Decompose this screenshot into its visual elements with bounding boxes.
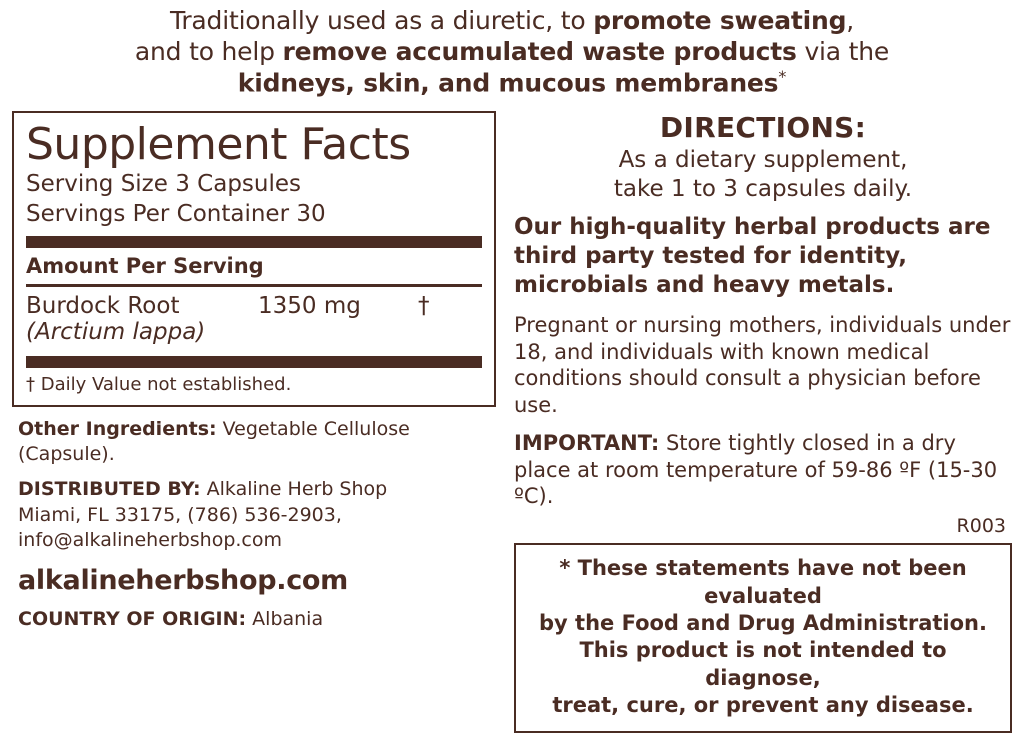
nutrient-name: Burdock Root bbox=[26, 292, 180, 319]
claim-line-2-emphasis: remove accumulated waste products bbox=[282, 36, 797, 66]
left-column bbox=[12, 111, 496, 642]
supplement-facts-title: Supplement Facts bbox=[26, 118, 411, 170]
nutrient-amount: 1350 mg bbox=[258, 292, 361, 319]
directions-line-1: As a dietary supplement, bbox=[618, 146, 908, 173]
fda-disclaimer-line-2: by the Food and Drug Administration. bbox=[539, 611, 987, 635]
country-of-origin-label: COUNTRY OF ORIGIN: bbox=[18, 607, 247, 630]
address-line-1: Miami, FL 33175, (786) 536-2903, bbox=[18, 503, 342, 526]
storage-statement bbox=[514, 430, 1012, 509]
claim-line-1-prefix: Traditionally used as a diuretic, to bbox=[169, 6, 594, 35]
nutrient-daily-value: † bbox=[418, 292, 430, 319]
claim-line-1-emphasis: promote sweating bbox=[593, 6, 847, 35]
fda-disclaimer-line-3: This product is not intended to diagnose, bbox=[579, 638, 947, 690]
other-ingredients-value: Vegetable Cellulose (Capsule). bbox=[18, 417, 410, 465]
servings-per-container: Servings Per Container 30 bbox=[26, 200, 326, 227]
important-value: Store tightly closed in a dry place at room temperature of 59-86 ºF (15-30 ºC). bbox=[514, 431, 998, 508]
claim-line-2-prefix: and to help bbox=[134, 36, 283, 66]
important-label: IMPORTANT: bbox=[514, 431, 660, 456]
email-address[interactable]: info@alkalineherbshop.com bbox=[18, 528, 283, 551]
right-column bbox=[496, 111, 1012, 733]
warning-statement: Pregnant or nursing mothers, individuals under 18, and individuals with known medical conditions should consult a physician before use. bbox=[514, 313, 1011, 417]
distributed-by-value: Alkaline Herb Shop bbox=[200, 478, 388, 501]
lot-code: R003 bbox=[956, 515, 1006, 538]
divider-thick-bottom bbox=[26, 356, 482, 368]
directions-text bbox=[514, 146, 1012, 204]
claim-line-2 bbox=[28, 37, 996, 68]
manufacturer-info bbox=[12, 407, 496, 633]
quality-statement: Our high-quality herbal products are third party tested for identity, microbials and heavy metals. bbox=[514, 214, 991, 299]
country-of-origin bbox=[18, 607, 492, 632]
distributed-by-label: DISTRIBUTED BY: bbox=[18, 478, 201, 501]
traditional-use-claim bbox=[0, 0, 1024, 99]
claim-line-3-emphasis: kidneys, skin, and mucous membranes bbox=[237, 68, 779, 98]
other-ingredients-label: Other Ingredients: bbox=[18, 417, 217, 440]
nutrient-latin-name: (Arctium lappa) bbox=[26, 318, 206, 345]
claim-asterisk: * bbox=[778, 67, 787, 86]
claim-line-3 bbox=[28, 67, 996, 99]
serving-size: Serving Size 3 Capsules bbox=[26, 171, 302, 198]
directions-line-2: take 1 to 3 capsules daily. bbox=[613, 175, 913, 202]
fda-disclaimer-line-4: treat, cure, or prevent any disease. bbox=[552, 692, 974, 717]
table-row bbox=[26, 287, 482, 319]
fda-disclaimer-box bbox=[514, 543, 1012, 733]
divider-thick-top bbox=[26, 236, 482, 248]
claim-line-2-suffix: via the bbox=[796, 36, 890, 66]
website-link[interactable]: alkalineherbshop.com bbox=[18, 565, 348, 597]
fda-disclaimer-line-1: * These statements have not been evaluated bbox=[559, 556, 967, 608]
other-ingredients bbox=[18, 417, 492, 468]
supplement-facts-panel bbox=[12, 111, 496, 407]
amount-per-serving-header: Amount Per Serving bbox=[26, 254, 264, 279]
directions-title: DIRECTIONS: bbox=[659, 110, 867, 144]
daily-value-footnote: † Daily Value not established. bbox=[26, 373, 292, 395]
distributed-by bbox=[18, 477, 492, 553]
label-columns bbox=[0, 99, 1024, 733]
claim-line-1-suffix: , bbox=[846, 6, 855, 35]
country-of-origin-value: Albania bbox=[246, 607, 324, 630]
claim-line-1 bbox=[28, 6, 996, 37]
